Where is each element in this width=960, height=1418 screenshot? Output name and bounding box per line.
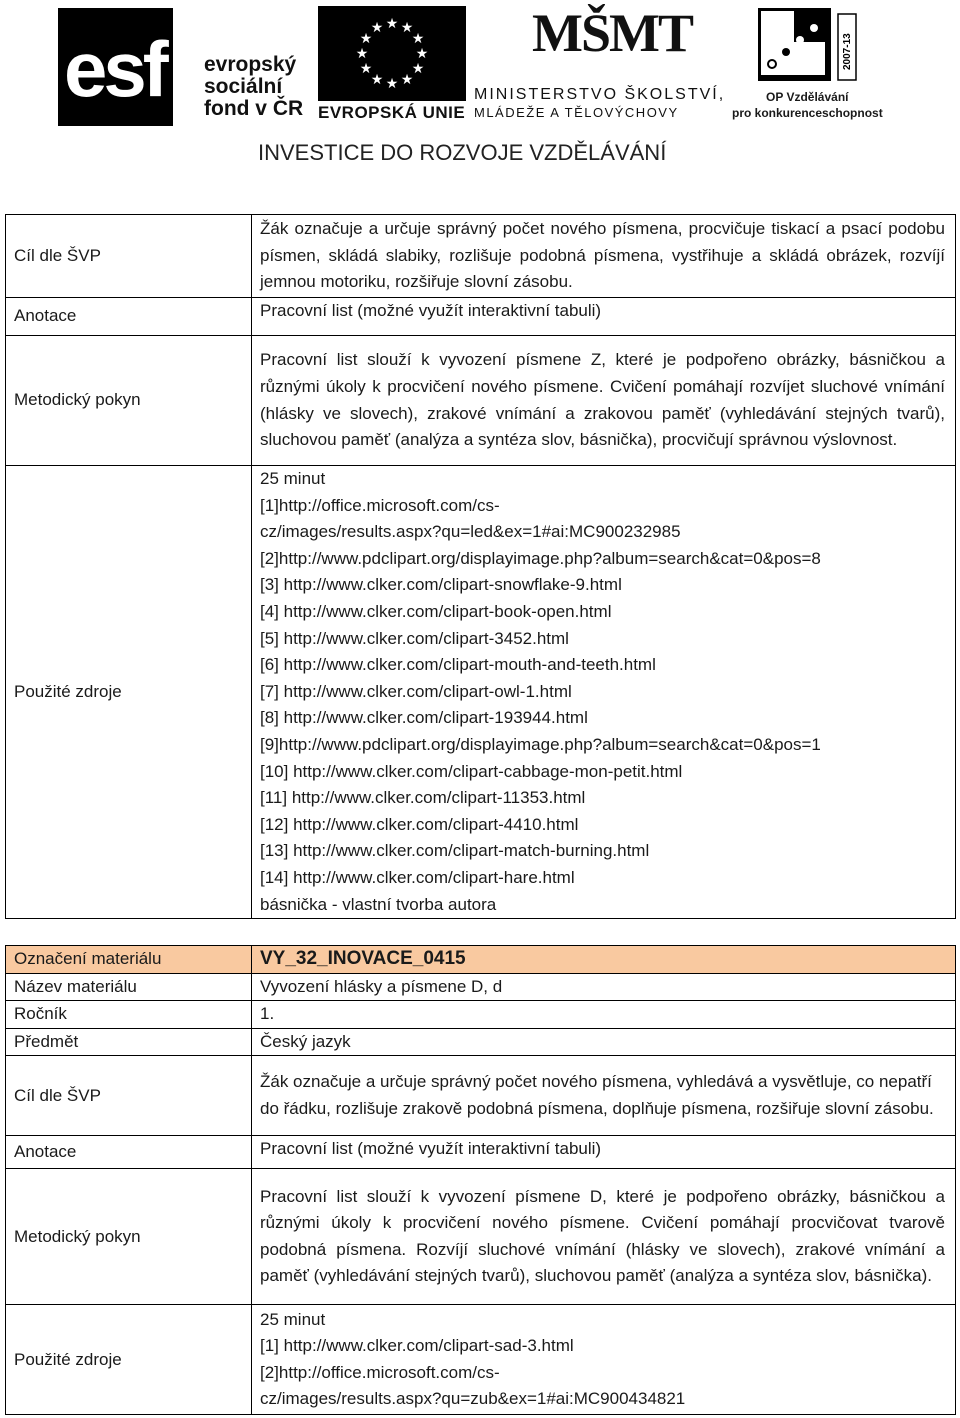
table-row <box>6 336 956 466</box>
row-value: Žák označuje a určuje správný počet nového písmena, vyhledává a vysvětluje, co nepatří do řádku, rozlišuje zrakově podobná písmena, doplňuje písmena, rozšiřuje slovní zásobu. <box>252 1056 956 1136</box>
table-row <box>6 1001 956 1029</box>
list-item: [12] http://www.clker.com/clipart-4410.html <box>260 814 579 834</box>
list-item: [5] http://www.clker.com/clipart-3452.html <box>260 628 569 648</box>
list-item: cz/images/results.aspx?qu=led&ex=1#ai:MC900232985 <box>260 522 681 542</box>
row-label: Označení materiálu <box>6 946 252 974</box>
row-label: Cíl dle ŠVP <box>6 1056 252 1136</box>
material-code: VY_32_INOVACE_0415 <box>252 946 956 974</box>
metadata-table-1 <box>5 214 956 919</box>
row-label: Cíl dle ŠVP <box>6 215 252 298</box>
eu-star-icon: ★ <box>385 75 399 91</box>
msmt-logo: MŠMT MINISTERSTVO ŠKOLSTVÍ, MLÁDEŽE A TĚLOVÝCHOVY <box>474 3 726 120</box>
table-row <box>6 298 956 336</box>
row-label: Metodický pokyn <box>6 336 252 466</box>
table-row <box>6 1028 956 1056</box>
investice-slogan: INVESTICE DO ROZVOJE VZDĚLÁVÁNÍ <box>258 140 667 165</box>
list-item: [1] http://www.clker.com/clipart-sad-3.html <box>260 1336 574 1356</box>
eu-star-icon: ★ <box>411 60 425 76</box>
sources-list <box>252 1305 956 1415</box>
list-item: [6] http://www.clker.com/clipart-mouth-and-teeth.html <box>260 655 656 675</box>
row-value: 1. <box>252 1001 956 1029</box>
table-row <box>6 946 956 974</box>
table-row <box>6 1056 956 1136</box>
row-value: Pracovní list slouží k vyvození písmene D, které je podpořeno obrázky, básničkou a různými úkoly k procvičení nového písmene. Cvičení pomáhají procvičovat tvarově podobná písmena. Rozvíjí sluchové vnímání (hlásky ve slovech), zrakové vnímání a paměť (vyhledávání stejných tvarů), sluchovou paměť (analýza a syntéza slov, básnička). <box>252 1169 956 1305</box>
table-row <box>6 466 956 919</box>
eu-star-icon: ★ <box>415 45 429 61</box>
eu-star-icon: ★ <box>370 70 384 87</box>
eu-flag-icon <box>318 6 466 101</box>
table-row <box>6 1305 956 1415</box>
logo-header <box>0 0 960 170</box>
eu-star-icon: ★ <box>385 15 399 31</box>
table-row <box>6 973 956 1001</box>
eu-star-icon: ★ <box>400 19 414 36</box>
sources-list <box>252 466 956 919</box>
list-item: [7] http://www.clker.com/clipart-owl-1.html <box>260 681 572 701</box>
list-item: [13] http://www.clker.com/clipart-match-burning.html <box>260 841 650 861</box>
table-row <box>6 1169 956 1305</box>
list-item: cz/images/results.aspx?qu=zub&ex=1#ai:MC900434821 <box>260 1389 686 1409</box>
list-item: [2]http://office.microsoft.com/cs- <box>260 1362 500 1382</box>
row-value: Český jazyk <box>252 1028 956 1056</box>
list-item: [11] http://www.clker.com/clipart-11353.html <box>260 788 586 808</box>
list-item: [1]http://office.microsoft.com/cs- <box>260 495 500 515</box>
eu-star-icon: ★ <box>355 45 369 61</box>
row-label: Použité zdroje <box>6 466 252 919</box>
row-label: Metodický pokyn <box>6 1169 252 1305</box>
table-row <box>6 215 956 298</box>
metadata-table-2 <box>5 945 956 1415</box>
eu-star-icon: ★ <box>359 30 373 46</box>
list-item: 25 minut <box>260 1309 326 1329</box>
list-item: 25 minut <box>260 469 326 488</box>
list-item: [3] http://www.clker.com/clipart-snowflake-9.html <box>260 575 622 595</box>
list-item: básnička - vlastní tvorba autora <box>260 894 497 914</box>
row-label: Předmět <box>6 1028 252 1056</box>
op-emblem-icon <box>758 8 862 86</box>
list-item: [9]http://www.pdclipart.org/displayimage.php?album=search&cat=0&pos=1 <box>260 734 821 754</box>
row-value: Pracovní list slouží k vyvození písmene Z, které je podpořeno obrázky, básničkou a různými úkoly k procvičení nového písmene. Cvičení pomáhají rozvíjet sluchové vnímání (hlásky ve slovech), zrakové vnímání a zrakovou paměť (vyhledávání stejných tvarů), sluchovou paměť (analýza a syntéza slov, básnička), procvičují správnou výslovnost. <box>252 336 956 466</box>
list-item: [2]http://www.pdclipart.org/displayimage.php?album=search&cat=0&pos=8 <box>260 548 821 568</box>
eu-star-icon: ★ <box>359 60 373 76</box>
op-logo: 2007-13 OP Vzdělávání pro konkurenceschopnost <box>728 6 898 126</box>
row-value: Pracovní list (možné využít interaktivní tabuli) <box>252 298 956 336</box>
row-label: Anotace <box>6 298 252 336</box>
svg-text:2007-13: 2007-13 <box>842 33 853 70</box>
row-value: Žák označuje a určuje správný počet nového písmena, procvičuje tiskací a psací podobu písmen, skládá slabiky, rozlišuje podobná písmena, vystřihuje a skládá obrázek, rozvíjí jemnou motoriku, rozšiřuje slovní zásobu. <box>252 215 956 298</box>
row-value: Vyvození hlásky a písmene D, d <box>252 973 956 1001</box>
row-label: Ročník <box>6 1001 252 1029</box>
esf-logo: esf evropský sociální fond v ČR <box>58 8 308 128</box>
table-row <box>6 1136 956 1169</box>
row-label: Název materiálu <box>6 973 252 1001</box>
list-item: [4] http://www.clker.com/clipart-book-open.html <box>260 601 612 621</box>
eu-logo: ★ ★ ★ ★ ★ ★ ★ ★ ★ ★ ★ ★ EVROPSKÁ UNIE <box>318 6 468 121</box>
list-item: [10] http://www.clker.com/clipart-cabbage-mon-petit.html <box>260 761 683 781</box>
eu-star-icon: ★ <box>411 30 425 46</box>
eu-star-icon: ★ <box>400 70 414 87</box>
eu-star-icon: ★ <box>370 19 384 36</box>
row-label: Použité zdroje <box>6 1305 252 1415</box>
list-item: [14] http://www.clker.com/clipart-hare.html <box>260 867 575 887</box>
list-item: [8] http://www.clker.com/clipart-193944.html <box>260 708 588 728</box>
row-value: Pracovní list (možné využít interaktivní tabuli) <box>252 1136 956 1169</box>
row-label: Anotace <box>6 1136 252 1169</box>
